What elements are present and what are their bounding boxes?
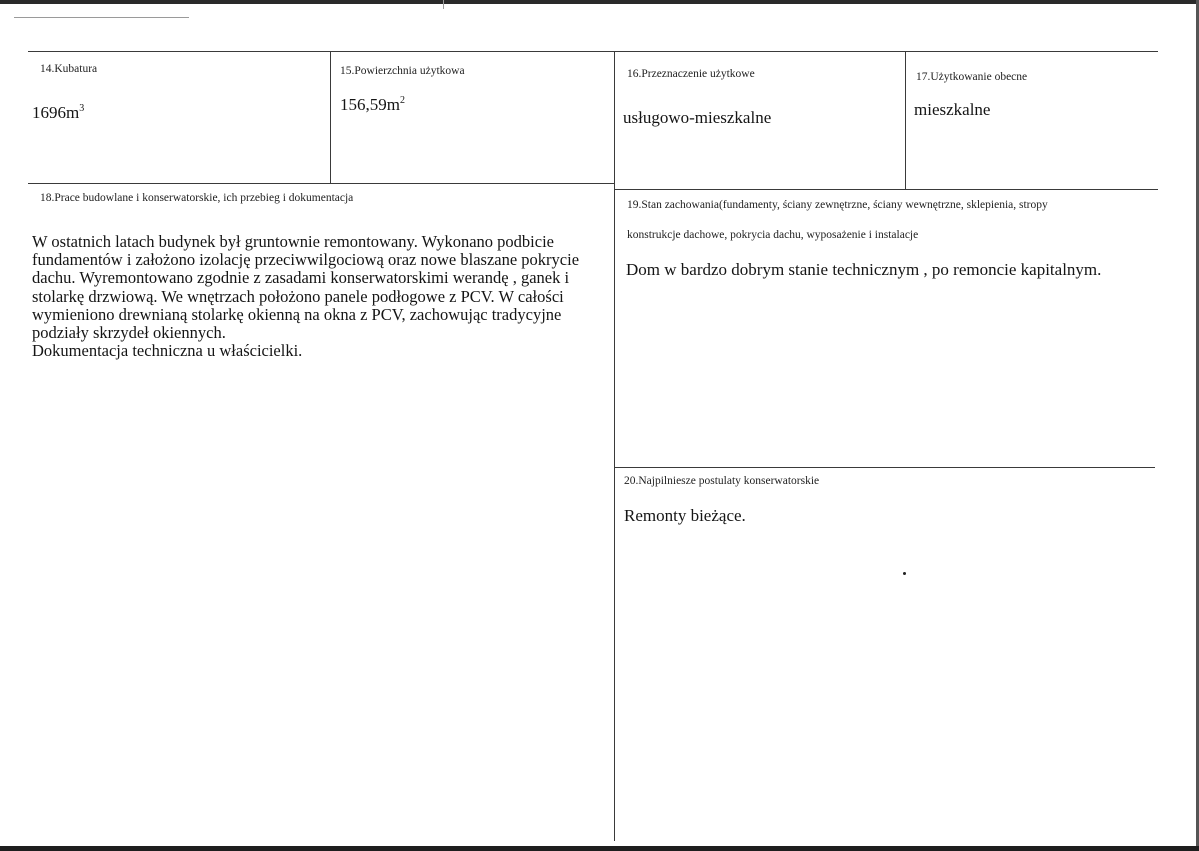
- unit-exponent: 2: [399, 95, 405, 106]
- scan-edge-top: [0, 0, 1199, 4]
- field-value-text: 1696m: [32, 103, 80, 122]
- field-label-continued: konstrukcje dachowe, pokrycia dachu, wyposażenie i instalacje: [627, 229, 919, 241]
- field-label: 20.Najpilniesze postulaty konserwatorskie: [624, 475, 820, 487]
- field-label: 15.Powierzchnia użytkowa: [340, 65, 465, 77]
- grid-line-col2: [614, 51, 615, 841]
- scan-mark: [14, 17, 189, 18]
- field-label: 17.Użytkowanie obecne: [916, 71, 1028, 83]
- field-label: 19.Stan zachowania(fundamenty, ściany zewnętrzne, ściany wewnętrzne, sklepienia, stropy: [627, 199, 1048, 211]
- field-value: mieszkalne: [914, 100, 991, 119]
- paragraph-line: W ostatnich latach budynek był gruntownie remontowany. Wykonano podbicie: [32, 232, 554, 251]
- paragraph-line: stolarkę drzwiową. We wnętrzach położono panele podłogowe z PCV. W całości: [32, 286, 564, 306]
- field-value: usługowo-mieszkalne: [623, 108, 772, 127]
- grid-line-col3: [905, 51, 906, 189]
- unit-exponent: 3: [79, 103, 85, 114]
- field-paragraph: [32, 233, 579, 360]
- scan-speck: [903, 572, 906, 575]
- paragraph-line: dachu. Wyremontowano zgodnie z zasadami konserwatorskimi werandę , ganek i: [32, 268, 570, 288]
- scan-edge-bottom: [0, 846, 1199, 851]
- field-value-text: 156,59m: [340, 95, 400, 114]
- grid-line-row1-right: [615, 189, 1158, 190]
- grid-line-top: [28, 51, 1158, 52]
- field-label: 16.Przeznaczenie użytkowe: [627, 68, 755, 80]
- grid-line-row2-right: [615, 467, 1155, 468]
- scan-mark: [443, 0, 444, 9]
- paragraph-line: Dokumentacja techniczna u właścicielki.: [32, 341, 303, 361]
- paragraph-line: wymieniono drewnianą stolarkę okienną na okna z PCV, zachowując tradycyjne: [32, 304, 562, 324]
- paragraph-line: fundamentów i założono izolację przeciwwilgociową oraz nowe blaszane pokrycie: [32, 250, 580, 270]
- grid-line-col1: [330, 51, 331, 183]
- field-label: 18.Prace budowlane i konserwatorskie, ich przebieg i dokumentacja: [40, 192, 354, 204]
- field-label: 14.Kubatura: [40, 63, 98, 75]
- field-value: [32, 103, 84, 122]
- field-value: [340, 95, 405, 114]
- grid-line-row1-left: [28, 183, 615, 184]
- paragraph-line: podziały skrzydeł okiennych.: [32, 323, 226, 343]
- field-value: Dom w bardzo dobrym stanie technicznym , po remoncie kapitalnym.: [626, 260, 1102, 279]
- field-value: Remonty bieżące.: [624, 506, 746, 525]
